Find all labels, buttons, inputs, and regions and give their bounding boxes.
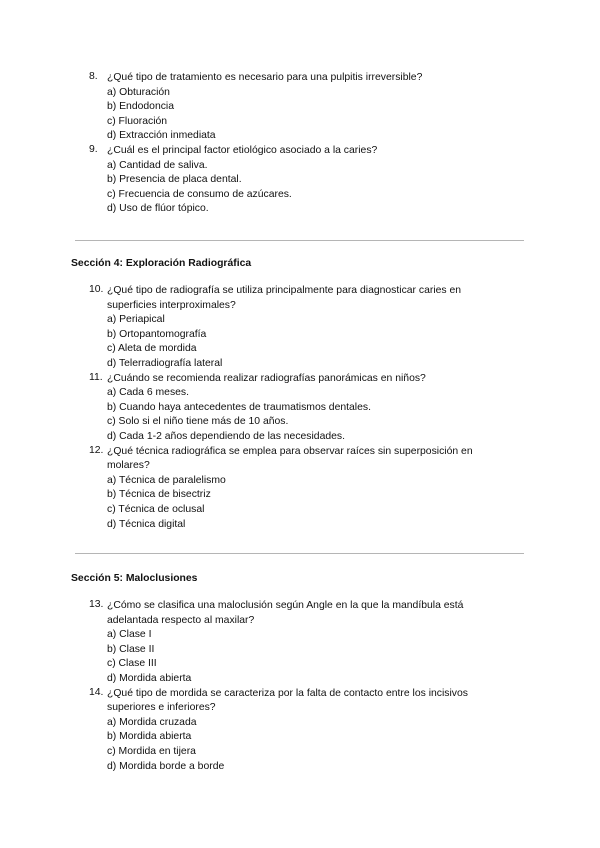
question-text: ¿Qué tipo de radiografía se utiliza principalmente para diagnosticar caries en superficies interproximales? bbox=[107, 285, 462, 311]
answer-option: b) Ortopantomografía bbox=[107, 328, 207, 340]
question-text: ¿Qué tipo de tratamiento es necesario para una pulpitis irreversible? bbox=[107, 72, 423, 83]
answer-option: b) Técnica de bisectriz bbox=[107, 489, 211, 501]
answer-option: c) Solo si el niño tiene más de 10 años. bbox=[107, 416, 289, 428]
continued-questions bbox=[0, 71, 600, 217]
section-divider bbox=[75, 240, 524, 241]
question-text: ¿Cuál es el principal factor etiológico asociado a la caries? bbox=[107, 144, 378, 156]
question-number: 12. bbox=[89, 444, 104, 456]
answer-option: c) Clase III bbox=[107, 658, 157, 670]
question-9 bbox=[0, 144, 600, 217]
section-5-questions bbox=[0, 599, 600, 774]
answer-option: b) Clase II bbox=[107, 643, 155, 655]
answer-option: d) Técnica digital bbox=[107, 518, 186, 530]
question-10 bbox=[0, 284, 600, 372]
section-5-title: Sección 5: Maloclusiones bbox=[71, 573, 198, 584]
question-number: 13. bbox=[89, 599, 104, 610]
answer-option: d) Extracción inmediata bbox=[107, 130, 216, 142]
answer-option: c) Frecuencia de consumo de azúcares. bbox=[107, 188, 292, 200]
section-4-questions bbox=[0, 284, 600, 532]
answer-option: d) Mordida borde a borde bbox=[107, 760, 225, 772]
answer-option: c) Aleta de mordida bbox=[107, 343, 197, 355]
section-4-title: Sección 4: Exploración Radiográfica bbox=[71, 258, 252, 269]
answer-option: d) Mordida abierta bbox=[107, 672, 192, 684]
answer-option: a) Cada 6 meses. bbox=[107, 387, 190, 399]
question-number: 11. bbox=[89, 371, 103, 383]
answer-option: b) Endodoncia bbox=[107, 101, 175, 113]
question-text: ¿Cómo se clasifica una maloclusión según Angle en la que la mandíbula está adelantada respecto al maxilar? bbox=[107, 600, 464, 626]
answer-option: c) Técnica de oclusal bbox=[107, 503, 205, 515]
answer-option: a) Clase I bbox=[107, 629, 152, 641]
answer-option: b) Mordida abierta bbox=[107, 731, 192, 743]
answer-option: c) Fluoración bbox=[107, 115, 168, 127]
answer-option: d) Uso de flúor tópico. bbox=[107, 203, 209, 215]
answer-option: d) Telerradiografía lateral bbox=[107, 357, 223, 369]
question-12 bbox=[0, 445, 600, 533]
question-text: ¿Cuándo se recomienda realizar radiografías panorámicas en niños? bbox=[107, 372, 426, 384]
answer-option: a) Cantidad de saliva. bbox=[107, 159, 208, 171]
answer-option: a) Mordida cruzada bbox=[107, 716, 197, 728]
question-number: 9. bbox=[89, 143, 98, 155]
answer-option: a) Técnica de paralelismo bbox=[107, 474, 226, 486]
question-number: 8. bbox=[89, 71, 98, 82]
answer-option: d) Cada 1-2 años dependiendo de las necesidades. bbox=[107, 430, 346, 442]
question-number: 14. bbox=[89, 686, 104, 698]
answer-option: c) Mordida en tijera bbox=[107, 745, 196, 757]
question-11 bbox=[0, 372, 600, 445]
section-divider bbox=[75, 553, 524, 554]
answer-option: b) Presencia de placa dental. bbox=[107, 174, 242, 186]
question-text: ¿Qué técnica radiográfica se emplea para observar raíces sin superposición en molares? bbox=[107, 445, 473, 472]
question-number: 10. bbox=[89, 284, 104, 295]
question-8 bbox=[0, 71, 600, 144]
answer-option: b) Cuando haya antecedentes de traumatismos dentales. bbox=[107, 401, 371, 413]
question-text: ¿Qué tipo de mordida se caracteriza por la falta de contacto entre los incisivos superiores e inferiores? bbox=[107, 687, 468, 714]
answer-option: a) Obturación bbox=[107, 86, 170, 98]
question-13 bbox=[0, 599, 600, 687]
answer-option: a) Periapical bbox=[107, 314, 165, 326]
question-14 bbox=[0, 687, 600, 775]
